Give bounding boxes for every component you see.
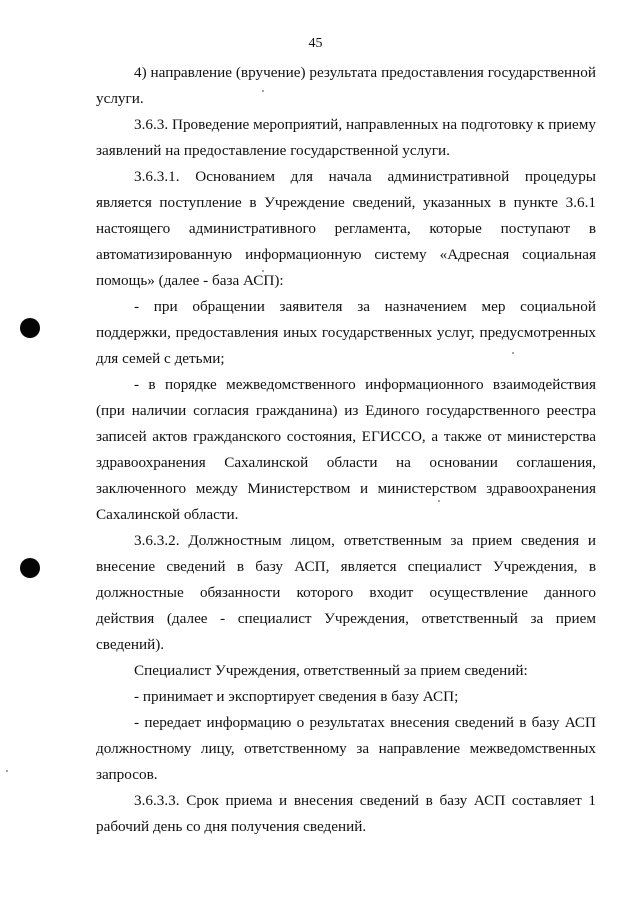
paragraph-item-4: 4) направление (вручение) результата предоставления государственной услуги. <box>96 64 596 107</box>
list-item-export: - принимает и экспортирует сведения в базу АСП; <box>134 688 459 705</box>
list-item-applicant-request: - при обращении заявителя за назначением мер социальной поддержки, предоставления иных государственных услуг, предусмотренных для семей с детьми; <box>96 298 596 367</box>
list-item-transfer-info: - передает информацию о результатах внесения сведений в базу АСП должностному лицу, ответственному за направление межведомственных запросов. <box>96 714 596 783</box>
page-number: 45 <box>308 36 323 51</box>
punch-hole <box>20 558 40 578</box>
list-item-interagency: - в порядке межведомственного информационного взаимодействия (при наличии согласия гражданина) из Единого государственного реестра записей актов гражданского состояния, ЕГИССО, а также от министерства здравоохранения Сахалинской области на основании соглашения, заключенного между Министерством и министерством здравоохранения Сахалинской области. <box>96 376 596 523</box>
paragraph-3-6-3: 3.6.3. Проведение мероприятий, направленных на подготовку к приему заявлений на предоставление государственной услуги. <box>96 116 596 159</box>
scan-speck <box>6 770 8 772</box>
paragraph-specialist-intro: Специалист Учреждения, ответственный за прием сведений: <box>134 662 528 679</box>
paragraph-3-6-3-2: 3.6.3.2. Должностным лицом, ответственным за прием сведения и внесение сведений в базу АСП, является специалист Учреждения, в должностные обязанности которого входит осуществление данного действия (далее - специалист Учреждения, ответственный за прием сведений). <box>96 532 596 653</box>
paragraph-3-6-3-3: 3.6.3.3. Срок приема и внесения сведений в базу АСП составляет 1 рабочий день со дня получения сведений. <box>96 792 596 835</box>
punch-hole <box>20 318 40 338</box>
paragraph-3-6-3-1: 3.6.3.1. Основанием для начала административной процедуры является поступление в Учреждение сведений, указанных в пункте 3.6.1 настоящего административного регламента, которые поступают в автоматизированную информационную систему «Адресная социальная помощь» (далее - база АСП): <box>96 168 596 289</box>
document-body <box>96 60 596 840</box>
